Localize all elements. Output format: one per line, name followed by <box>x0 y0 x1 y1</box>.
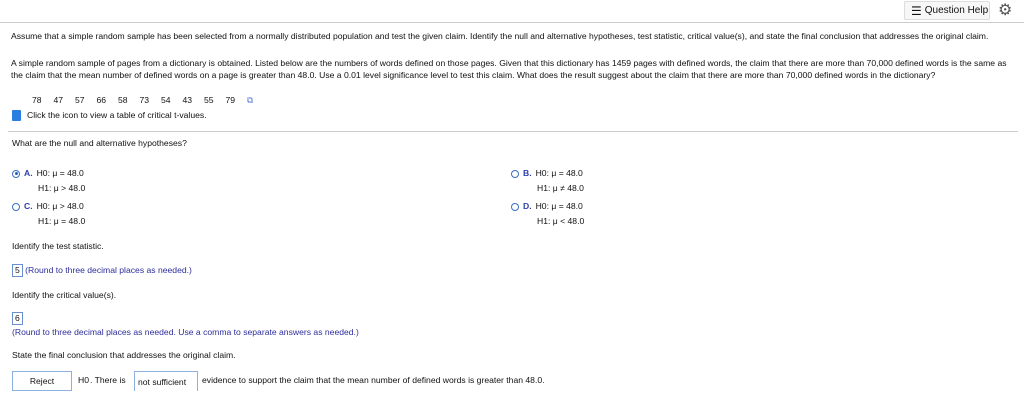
book-icon <box>12 110 21 121</box>
decision-value: Reject <box>29 376 55 386</box>
option-h0: H0: μ = 48.0 <box>535 201 583 211</box>
critical-value-hint: (Round to three decimal places as needed. Use a comma to separate answers as needed.) <box>12 327 359 337</box>
evidence-dropdown[interactable] <box>134 371 198 391</box>
question-body: A simple random sample of pages from a dictionary is obtained. Listed below are the numbers of words defined on those pages. Given that this dictionary has 1459 pages with defined words, the claim that there are more than 70,000 defined words is the same as the claim that the mean number of defined words on a page is greater than 48.0. Use a 0.01 level significance level to test this claim. What does the result suggest about the claim that there are more than 70,000 defined words in the dictionary? <box>11 58 1007 80</box>
list-icon: ☰ <box>911 3 922 18</box>
radio-button[interactable] <box>12 170 20 178</box>
option-letter: A. <box>24 168 33 178</box>
radio-button[interactable] <box>511 203 519 211</box>
copy-icon[interactable]: ⧉ <box>247 95 254 105</box>
option-h1: H1: μ = 48.0 <box>38 216 86 226</box>
option-h1: H1: μ ≠ 48.0 <box>537 183 584 193</box>
data-value: 43 <box>182 95 193 105</box>
question-intro: Assume that a simple random sample has been selected from a normally distributed population and test the given claim. Identify the null and alternative hypotheses, test statistic, critical value(s), and state the final conclusion that addresses the original claim. <box>11 31 989 41</box>
test-statistic-hint: (Round to three decimal places as needed.) <box>25 265 192 275</box>
conclusion-tail: evidence to support the claim that the mean number of defined words is greater than 48.0. <box>202 375 545 385</box>
test-statistic-prompt: Identify the test statistic. <box>12 241 104 251</box>
option-letter: B. <box>523 168 532 178</box>
option-c[interactable] <box>12 199 85 229</box>
option-h0: H0: μ > 48.0 <box>36 201 84 211</box>
data-value: 55 <box>204 95 214 105</box>
option-h0: H0: μ = 48.0 <box>535 168 583 178</box>
radio-button[interactable] <box>511 170 519 178</box>
data-value: 58 <box>118 95 128 105</box>
test-statistic-input[interactable]: 5 <box>12 264 23 277</box>
conclusion-h0: H0 <box>78 375 89 385</box>
critical-value-prompt: Identify the critical value(s). <box>12 290 117 300</box>
data-value: 57 <box>75 95 85 105</box>
divider <box>0 22 1024 23</box>
data-values <box>32 95 253 106</box>
data-value: 78 <box>32 95 42 105</box>
option-d[interactable] <box>511 199 584 229</box>
critical-value-input[interactable]: 6 <box>12 312 23 325</box>
divider <box>8 131 1018 132</box>
option-b[interactable] <box>511 166 584 196</box>
option-letter: C. <box>24 201 33 211</box>
data-value: 54 <box>161 95 171 105</box>
critical-values-link[interactable]: Click the icon to view a table of critical t-values. <box>12 110 207 121</box>
gear-icon[interactable]: ⚙ <box>998 2 1013 19</box>
option-letter: D. <box>523 201 532 211</box>
data-value: 47 <box>53 95 64 105</box>
option-h1: H1: μ < 48.0 <box>537 216 585 226</box>
decision-dropdown[interactable] <box>12 371 72 391</box>
data-value: 79 <box>225 95 236 105</box>
option-a[interactable] <box>12 166 85 196</box>
question-help-button[interactable]: ☰ Question Help <box>904 1 990 20</box>
option-h0: H0: μ = 48.0 <box>36 168 84 178</box>
conclusion-prompt: State the final conclusion that addresses the original claim. <box>12 350 236 360</box>
data-value: 66 <box>96 95 107 105</box>
conclusion-text: . There is <box>90 375 126 385</box>
evidence-value: not sufficient <box>138 376 187 387</box>
data-value: 73 <box>139 95 150 105</box>
radio-button[interactable] <box>12 203 20 211</box>
hypotheses-prompt: What are the null and alternative hypotheses? <box>12 138 187 148</box>
option-h1: H1: μ > 48.0 <box>38 183 86 193</box>
